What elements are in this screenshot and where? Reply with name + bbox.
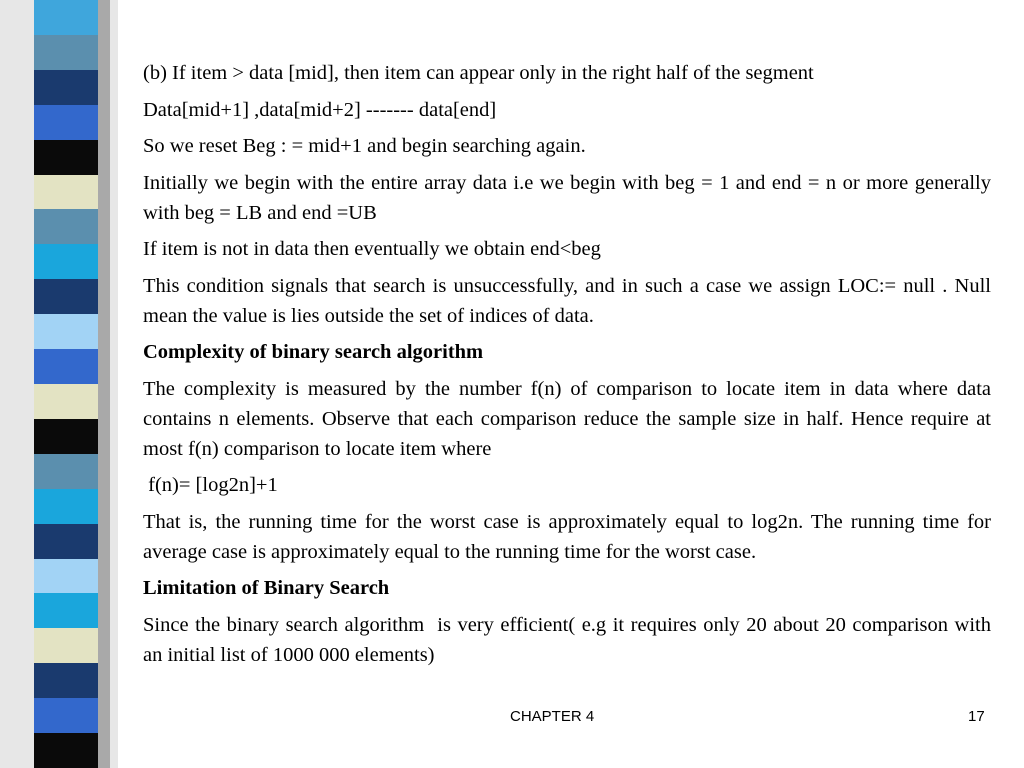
paragraph-limitation: Since the binary search algorithm is very efficient( e.g it requires only 20 about 20 comparison with an initial list of 1000 000 elements) <box>143 613 997 666</box>
stripe-column <box>34 0 98 768</box>
decorative-stripe <box>34 419 98 454</box>
decorative-stripe <box>34 628 98 663</box>
heading-limitation: Limitation of Binary Search <box>143 577 390 599</box>
decorative-stripe <box>34 70 98 105</box>
decorative-stripe <box>34 35 98 70</box>
decorative-stripe <box>34 524 98 559</box>
slide-body <box>143 58 997 676</box>
formula-fn: f(n)= [log2n]+1 <box>143 474 278 496</box>
decorative-stripe <box>34 663 98 698</box>
heading-complexity: Complexity of binary search algorithm <box>143 341 484 363</box>
decorative-stripe <box>34 698 98 733</box>
decorative-stripe <box>34 733 98 768</box>
decorative-stripe <box>34 384 98 419</box>
paragraph-unsuccessful: This condition signals that search is unsuccessfully, and in such a case we assign LOC:= null . Null mean the value is lies outside the set of indices of data. <box>143 274 991 327</box>
paragraph-initial-range: Initially we begin with the entire array data i.e we begin with beg = 1 and end = n or more generally with beg = LB and end =UB <box>143 171 991 224</box>
paragraph-reset-beg: So we reset Beg : = mid+1 and begin searching again. <box>143 135 586 157</box>
paragraph-running-time: That is, the running time for the worst case is approximately equal to log2n. The running time for average case is approximately equal to the running time for the worst case. <box>143 510 991 563</box>
decorative-stripe <box>34 489 98 524</box>
decorative-stripe <box>34 175 98 210</box>
decorative-stripe <box>34 314 98 349</box>
decorative-stripe <box>34 349 98 384</box>
footer-page-number: 17 <box>968 708 985 725</box>
decorative-stripe <box>34 279 98 314</box>
footer-chapter-label: CHAPTER 4 <box>510 708 595 725</box>
decorative-stripe <box>34 209 98 244</box>
paragraph-data-range: Data[mid+1] ,data[mid+2] ------- data[end] <box>143 98 497 121</box>
decorative-stripe <box>34 140 98 175</box>
band-shadow <box>96 0 110 768</box>
paragraph-end-less-beg: If item is not in data then eventually we obtain end<beg <box>143 238 601 260</box>
decorative-stripe <box>34 454 98 489</box>
decorative-stripe <box>34 593 98 628</box>
decorative-stripe <box>34 559 98 594</box>
decorative-stripe <box>34 244 98 279</box>
decorative-stripe <box>34 0 98 35</box>
decorative-left-band <box>0 0 118 768</box>
decorative-stripe <box>34 105 98 140</box>
paragraph-right-half-case: (b) If item > data [mid], then item can appear only in the right half of the segment <box>143 62 814 84</box>
paragraph-complexity: The complexity is measured by the number f(n) of comparison to locate item in data where data contains n elements. Observe that each comparison reduce the sample size in half. Hence require at most f(n) comparison to locate item where <box>143 377 991 460</box>
